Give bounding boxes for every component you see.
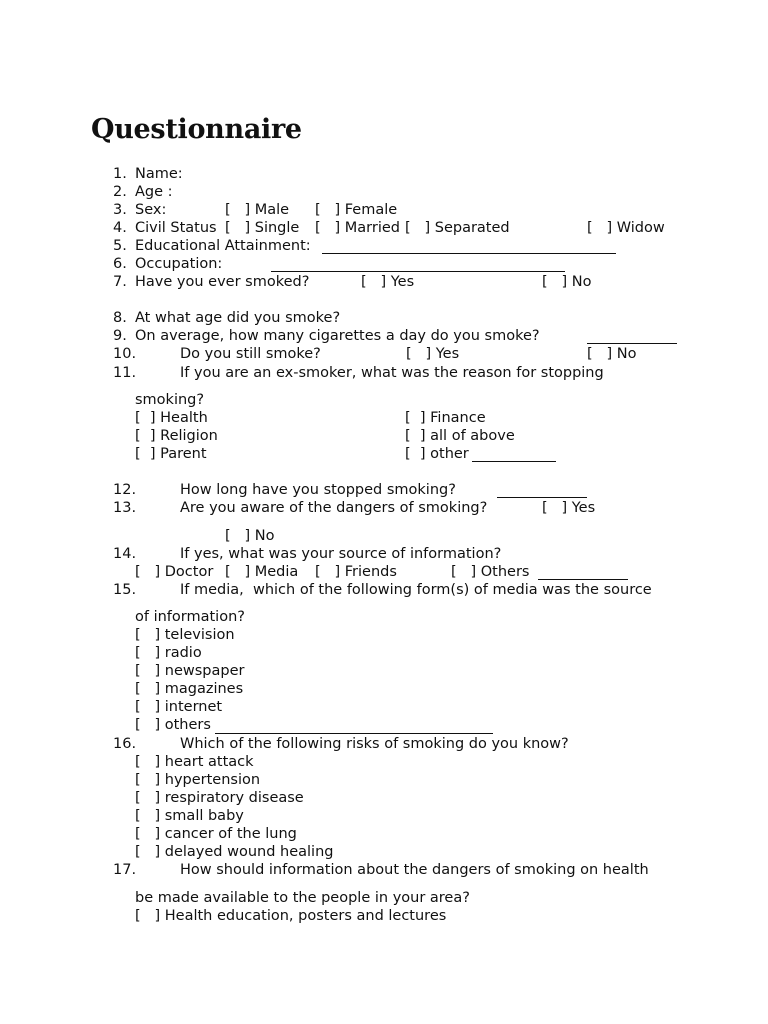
page-title: Questionnaire — [91, 114, 302, 145]
question-number: 11. — [113, 365, 137, 381]
reason-all-of-above-checkbox[interactable]: [ ] all of above — [405, 428, 515, 444]
how-long-stopped-input-line[interactable] — [497, 497, 587, 498]
source-media-checkbox[interactable]: [ ] Media — [225, 564, 299, 580]
sex-female-checkbox[interactable]: [ ] Female — [315, 202, 398, 218]
still-smoke-yes-checkbox[interactable]: [ ] Yes — [406, 346, 460, 362]
education-input-line[interactable] — [322, 253, 616, 254]
question-still-smoke-label: Do you still smoke? — [180, 346, 321, 362]
question-number: 9. — [113, 328, 127, 344]
risk-lung-cancer-checkbox[interactable]: [ ] cancer of the lung — [135, 826, 297, 842]
question-number: 1. — [113, 166, 127, 182]
question-number: 10. — [113, 346, 137, 362]
question-how-long-stopped-label: How long have you stopped smoking? — [180, 482, 456, 498]
cigarettes-input-line[interactable] — [587, 343, 677, 344]
risk-small-baby-checkbox[interactable]: [ ] small baby — [135, 808, 244, 824]
question-cigarettes-label: On average, how many cigarettes a day do you smoke? — [135, 328, 540, 344]
question-risks-label: Which of the following risks of smoking do you know? — [180, 736, 569, 752]
question-civil-status-label: Civil Status — [135, 220, 217, 236]
source-friends-checkbox[interactable]: [ ] Friends — [315, 564, 397, 580]
civil-single-checkbox[interactable]: [ ] Single — [225, 220, 300, 236]
ever-smoked-no-checkbox[interactable]: [ ] No — [542, 274, 592, 290]
risk-hypertension-checkbox[interactable]: [ ] hypertension — [135, 772, 261, 788]
aware-yes-checkbox[interactable]: [ ] Yes — [542, 500, 596, 516]
question-smoke-age-label: At what age did you smoke? — [135, 310, 341, 326]
question-sex-label: Sex: — [135, 202, 167, 218]
question-education-label: Educational Attainment: — [135, 238, 311, 254]
media-others-input-line[interactable] — [215, 733, 493, 734]
info-health-education-checkbox[interactable]: [ ] Health education, posters and lectures — [135, 908, 447, 924]
ever-smoked-yes-checkbox[interactable]: [ ] Yes — [361, 274, 415, 290]
sex-male-checkbox[interactable]: [ ] Male — [225, 202, 290, 218]
question-number: 2. — [113, 184, 127, 200]
question-number: 15. — [113, 582, 137, 598]
reason-other-checkbox[interactable]: [ ] other — [405, 446, 469, 462]
risk-respiratory-disease-checkbox[interactable]: [ ] respiratory disease — [135, 790, 304, 806]
question-media-form-label: If media, which of the following form(s) of media was the source — [180, 582, 652, 598]
question-number: 3. — [113, 202, 127, 218]
question-number: 13. — [113, 500, 137, 516]
risk-heart-attack-checkbox[interactable]: [ ] heart attack — [135, 754, 254, 770]
source-others-checkbox[interactable]: [ ] Others — [451, 564, 530, 580]
reason-finance-checkbox[interactable]: [ ] Finance — [405, 410, 486, 426]
question-number: 12. — [113, 482, 137, 498]
question-number: 6. — [113, 256, 127, 272]
question-number: 8. — [113, 310, 127, 326]
occupation-input-line[interactable] — [271, 271, 565, 272]
question-info-availability-continued: be made available to the people in your area? — [135, 890, 470, 906]
media-others-checkbox[interactable]: [ ] others — [135, 717, 211, 733]
question-info-availability-label: How should information about the dangers of smoking on health — [180, 862, 649, 878]
question-number: 4. — [113, 220, 127, 236]
still-smoke-no-checkbox[interactable]: [ ] No — [587, 346, 637, 362]
source-doctor-checkbox[interactable]: [ ] Doctor — [135, 564, 214, 580]
question-number: 7. — [113, 274, 127, 290]
media-radio-checkbox[interactable]: [ ] radio — [135, 645, 202, 661]
media-television-checkbox[interactable]: [ ] television — [135, 627, 235, 643]
question-number: 14. — [113, 546, 137, 562]
question-occupation-label: Occupation: — [135, 256, 223, 272]
question-number: 5. — [113, 238, 127, 254]
media-internet-checkbox[interactable]: [ ] internet — [135, 699, 223, 715]
reason-parent-checkbox[interactable]: [ ] Parent — [135, 446, 207, 462]
aware-no-checkbox[interactable]: [ ] No — [225, 528, 275, 544]
source-others-input-line[interactable] — [538, 579, 628, 580]
civil-separated-checkbox[interactable]: [ ] Separated — [405, 220, 510, 236]
reason-religion-checkbox[interactable]: [ ] Religion — [135, 428, 218, 444]
media-magazines-checkbox[interactable]: [ ] magazines — [135, 681, 244, 697]
question-ever-smoked-label: Have you ever smoked? — [135, 274, 310, 290]
risk-wound-healing-checkbox[interactable]: [ ] delayed wound healing — [135, 844, 334, 860]
civil-married-checkbox[interactable]: [ ] Married — [315, 220, 400, 236]
question-number: 16. — [113, 736, 137, 752]
question-age-label: Age : — [135, 184, 173, 200]
media-newspaper-checkbox[interactable]: [ ] newspaper — [135, 663, 245, 679]
question-info-source-label: If yes, what was your source of information? — [180, 546, 502, 562]
question-name-label: Name: — [135, 166, 183, 182]
question-number: 17. — [113, 862, 137, 878]
question-stop-reason-label: If you are an ex-smoker, what was the reason for stopping — [180, 365, 604, 381]
question-stop-reason-continued: smoking? — [135, 392, 205, 408]
question-media-form-continued: of information? — [135, 609, 245, 625]
civil-widow-checkbox[interactable]: [ ] Widow — [587, 220, 665, 236]
reason-other-input-line[interactable] — [472, 461, 556, 462]
question-aware-dangers-label: Are you aware of the dangers of smoking? — [180, 500, 488, 516]
reason-health-checkbox[interactable]: [ ] Health — [135, 410, 208, 426]
